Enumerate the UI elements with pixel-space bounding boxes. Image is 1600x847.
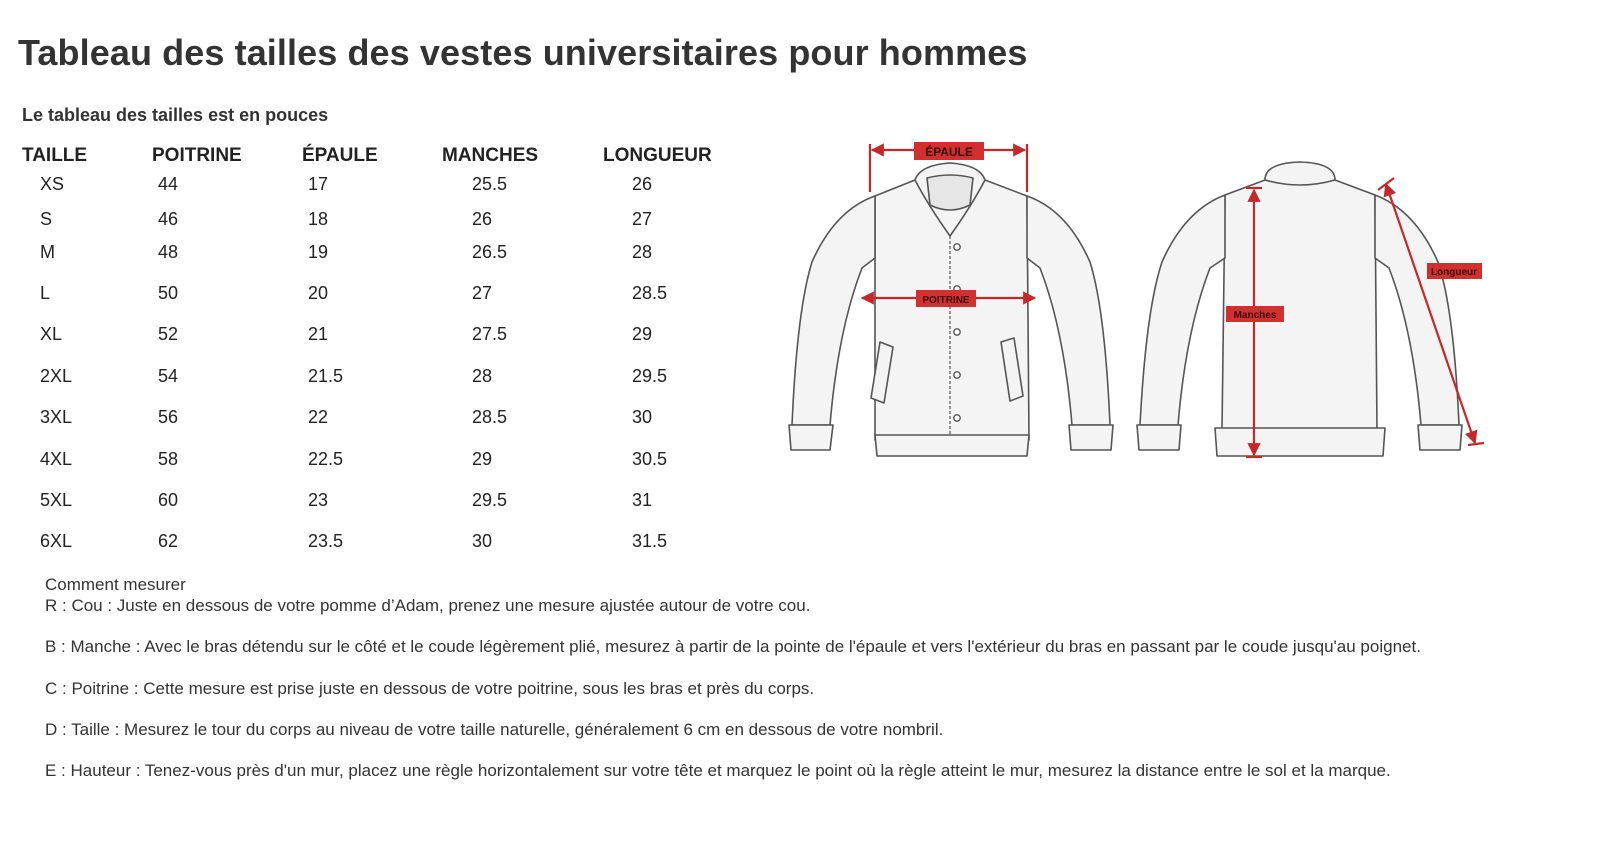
front-waistband <box>875 435 1029 456</box>
front-left-sleeve <box>792 196 875 425</box>
cell-length: 30 <box>632 407 653 427</box>
cell-length: 30.5 <box>632 449 668 469</box>
cell-sleeves: 28 <box>472 366 493 386</box>
table-subtitle: Le tableau des tailles est en pouces <box>22 105 329 125</box>
size-chart-table <box>0 0 760 580</box>
back-left-sleeve <box>1140 195 1225 425</box>
cell-size: 5XL <box>40 490 73 510</box>
cell-sleeves: 27 <box>472 283 493 303</box>
cell-size: XL <box>40 324 63 344</box>
front-right-sleeve <box>1027 196 1110 425</box>
column-header-shoulder: ÉPAULE <box>302 145 378 166</box>
cell-length: 31.5 <box>632 531 668 551</box>
cell-size: 6XL <box>40 531 73 551</box>
button-3 <box>954 329 960 335</box>
cell-sleeves: 27.5 <box>472 324 508 344</box>
jacket-back-drawing <box>1137 162 1462 456</box>
cell-sleeves: 29.5 <box>472 490 508 510</box>
cell-chest: 46 <box>158 209 179 229</box>
cell-length: 26 <box>632 174 653 194</box>
shoulder-label: ÉPAULE <box>925 145 973 159</box>
cell-shoulder: 23.5 <box>308 531 344 551</box>
cell-chest: 52 <box>158 324 179 344</box>
cell-sleeves: 30 <box>472 531 493 551</box>
column-header-size: TAILLE <box>22 145 88 166</box>
cell-shoulder: 19 <box>308 242 329 262</box>
cell-chest: 48 <box>158 242 179 262</box>
cell-shoulder: 18 <box>308 209 329 229</box>
cell-size: 3XL <box>40 407 73 427</box>
cell-sleeves: 26 <box>472 209 493 229</box>
back-right-sleeve <box>1375 195 1459 425</box>
cell-sleeves: 25.5 <box>472 174 508 194</box>
sleeves-label: Manches <box>1233 310 1277 321</box>
cell-sleeves: 29 <box>472 449 493 469</box>
cell-length: 27 <box>632 209 653 229</box>
jacket-front-drawing <box>789 163 1113 456</box>
button-1 <box>954 244 960 250</box>
back-waistband <box>1215 428 1385 456</box>
cell-length: 31 <box>632 490 653 510</box>
cell-chest: 62 <box>158 531 179 551</box>
column-header-length: LONGUEUR <box>603 145 712 166</box>
cell-size: L <box>40 283 51 303</box>
cell-chest: 54 <box>158 366 179 386</box>
cell-chest: 56 <box>158 407 179 427</box>
cell-shoulder: 21 <box>308 324 329 344</box>
cell-length: 28 <box>632 242 653 262</box>
cell-size: S <box>40 209 53 229</box>
instructions-heading: Comment mesurer <box>45 575 186 594</box>
length-label: Longueur <box>1430 267 1478 278</box>
cell-shoulder: 22.5 <box>308 449 344 469</box>
instruction-chest: C : Poitrine : Cette mesure est prise juste en dessous de votre poitrine, sous les bras et près du corps. <box>45 679 815 698</box>
length-tick-bottom <box>1468 443 1484 445</box>
cell-size: M <box>40 242 55 262</box>
cell-length: 28.5 <box>632 283 668 303</box>
button-5 <box>954 415 960 421</box>
cell-chest: 58 <box>158 449 179 469</box>
chest-label: POITRINE <box>922 295 970 306</box>
back-left-cuff <box>1137 425 1181 450</box>
front-right-cuff <box>1069 425 1113 450</box>
cell-sleeves: 26.5 <box>472 242 508 262</box>
instruction-waist: D : Taille : Mesurez le tour du corps au niveau de votre taille naturelle, généralement 6 cm en dessous de votre nombril. <box>45 720 944 739</box>
cell-shoulder: 22 <box>308 407 329 427</box>
instruction-neck: R : Cou : Juste en dessous de votre pomme d’Adam, prenez une mesure ajustée autour de votre cou. <box>45 596 811 615</box>
cell-length: 29.5 <box>632 366 668 386</box>
back-body-shape <box>1222 180 1377 430</box>
cell-chest: 50 <box>158 283 179 303</box>
column-header-sleeves: MANCHES <box>442 145 539 166</box>
cell-size: 2XL <box>40 366 73 386</box>
back-right-cuff <box>1418 425 1462 450</box>
cell-size: 4XL <box>40 449 73 469</box>
cell-size: XS <box>40 174 65 194</box>
instruction-height: E : Hauteur : Tenez-vous près d'un mur, placez une règle horizontalement sur votre tête et marquez le point où la règle atteint le mur, mesurez la distance entre le sol et la marque. <box>45 761 1391 780</box>
page-title: Tableau des tailles des vestes universitaires pour hommes <box>18 32 1028 73</box>
cell-shoulder: 23 <box>308 490 329 510</box>
front-collar-inner <box>927 175 973 210</box>
back-collar <box>1265 162 1335 185</box>
button-4 <box>954 372 960 378</box>
cell-shoulder: 17 <box>308 174 329 194</box>
cell-chest: 60 <box>158 490 179 510</box>
front-left-cuff <box>789 425 833 450</box>
jacket-measurement-diagram <box>778 130 1518 480</box>
cell-shoulder: 21.5 <box>308 366 344 386</box>
column-header-chest: POITRINE <box>152 145 242 166</box>
cell-chest: 44 <box>158 174 179 194</box>
instruction-sleeve: B : Manche : Avec le bras détendu sur le côté et le coude légèrement plié, mesurez à partir de la pointe de l'épaule et vers l'extérieur du bras en passant par le coude jusqu'au poignet. <box>45 637 1421 656</box>
cell-shoulder: 20 <box>308 283 329 303</box>
cell-length: 29 <box>632 324 653 344</box>
cell-sleeves: 28.5 <box>472 407 508 427</box>
